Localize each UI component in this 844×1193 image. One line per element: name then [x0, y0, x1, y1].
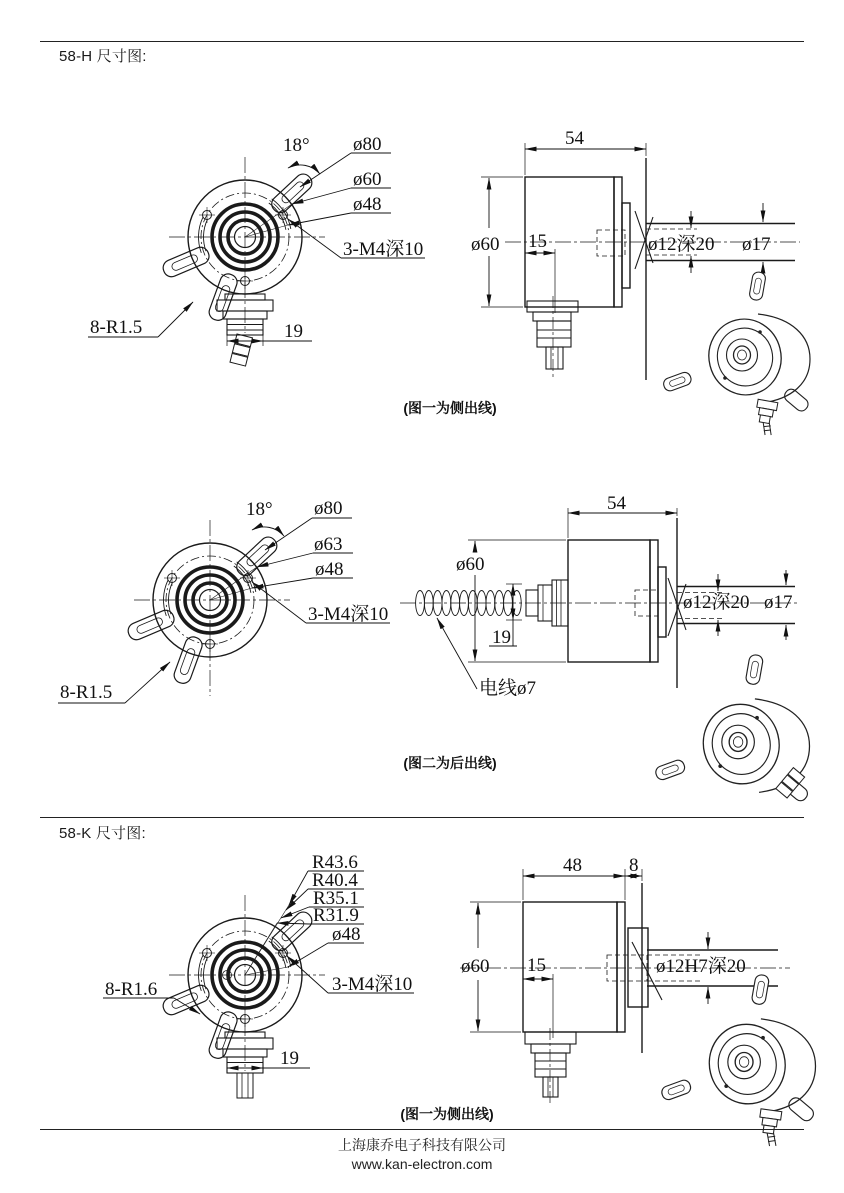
dim-length-1: 54: [565, 128, 584, 149]
dim-radius3-3: R35.1: [313, 888, 359, 909]
dim-fillet-1: 8-R1.5: [90, 317, 143, 338]
dim-angle-2: 18°: [246, 499, 273, 520]
dim-shaft-dia-2: ø17: [764, 592, 793, 613]
drawing3-iso-view: [660, 974, 816, 1147]
dim-thread-1: 3-M4深10: [343, 239, 424, 260]
footer-rule: [40, 1129, 804, 1130]
dim-thread-3: 3-M4深10: [332, 974, 413, 995]
dim-gland-width-1: 19: [284, 321, 303, 342]
dim-dia-body-2: ø63: [314, 534, 343, 555]
dim-gland-offset-1: 15: [528, 231, 547, 252]
dim-shaft-bore-1: ø12深20: [648, 234, 715, 255]
dim-shaft-bore-3: ø12H7深20: [656, 956, 746, 977]
footer-company: 上海康乔电子科技有限公司: [338, 1137, 506, 1153]
section-k-title: 58-K 尺寸图:: [59, 825, 146, 842]
caption-figure3: (图一为侧出线): [400, 1106, 494, 1122]
dim-dia-flange-1: ø80: [353, 134, 382, 155]
dim-radius4-3: R31.9: [313, 905, 359, 926]
dim-fillet-3: 8-R1.6: [105, 979, 158, 1000]
caption-figure1: (图一为侧出线): [403, 400, 497, 416]
dim-gland-width-3: 19: [280, 1048, 299, 1069]
drawing1-iso-view: [662, 271, 810, 436]
drawing2-front-view: [58, 498, 390, 703]
dim-length-3: 48: [563, 855, 582, 876]
dim-dia-boss-3: ø48: [332, 924, 361, 945]
caption-figure2: (图二为后出线): [403, 755, 497, 771]
dim-fillet-2: 8-R1.5: [60, 682, 113, 703]
drawing1-front-view: [88, 134, 425, 366]
drawing2-side-view: [400, 493, 800, 699]
dim-flange-width-3: 8: [629, 855, 639, 876]
dim-dia-boss-2: ø48: [315, 559, 344, 580]
dim-dia-body-1: ø60: [353, 169, 382, 190]
dim-radius1-3: R43.6: [312, 852, 358, 873]
dim-dia-flange-2: ø80: [314, 498, 343, 519]
drawing3-front-view: [103, 852, 414, 1098]
label-cable-2: 电线ø7: [479, 678, 537, 699]
dim-side-dia-2: ø60: [456, 554, 485, 575]
dim-angle-1: 18°: [283, 135, 310, 156]
dim-shaft-bore-2: ø12深20: [683, 592, 750, 613]
dim-side-dia-1: ø60: [471, 234, 500, 255]
dim-length-2: 54: [607, 493, 626, 514]
section-h-title: 58-H 尺寸图:: [59, 48, 147, 65]
dim-gland-dia-2: 19: [492, 627, 511, 648]
dim-radius2-3: R40.4: [312, 870, 358, 891]
dim-dia-boss-1: ø48: [353, 194, 382, 215]
footer-website: www.kan-electron.com: [351, 1156, 493, 1172]
dim-thread-2: 3-M4深10: [308, 604, 389, 625]
dim-side-dia-3: ø60: [461, 956, 490, 977]
dim-shaft-dia-1: ø17: [742, 234, 771, 255]
dim-gland-offset-3: 15: [527, 955, 546, 976]
